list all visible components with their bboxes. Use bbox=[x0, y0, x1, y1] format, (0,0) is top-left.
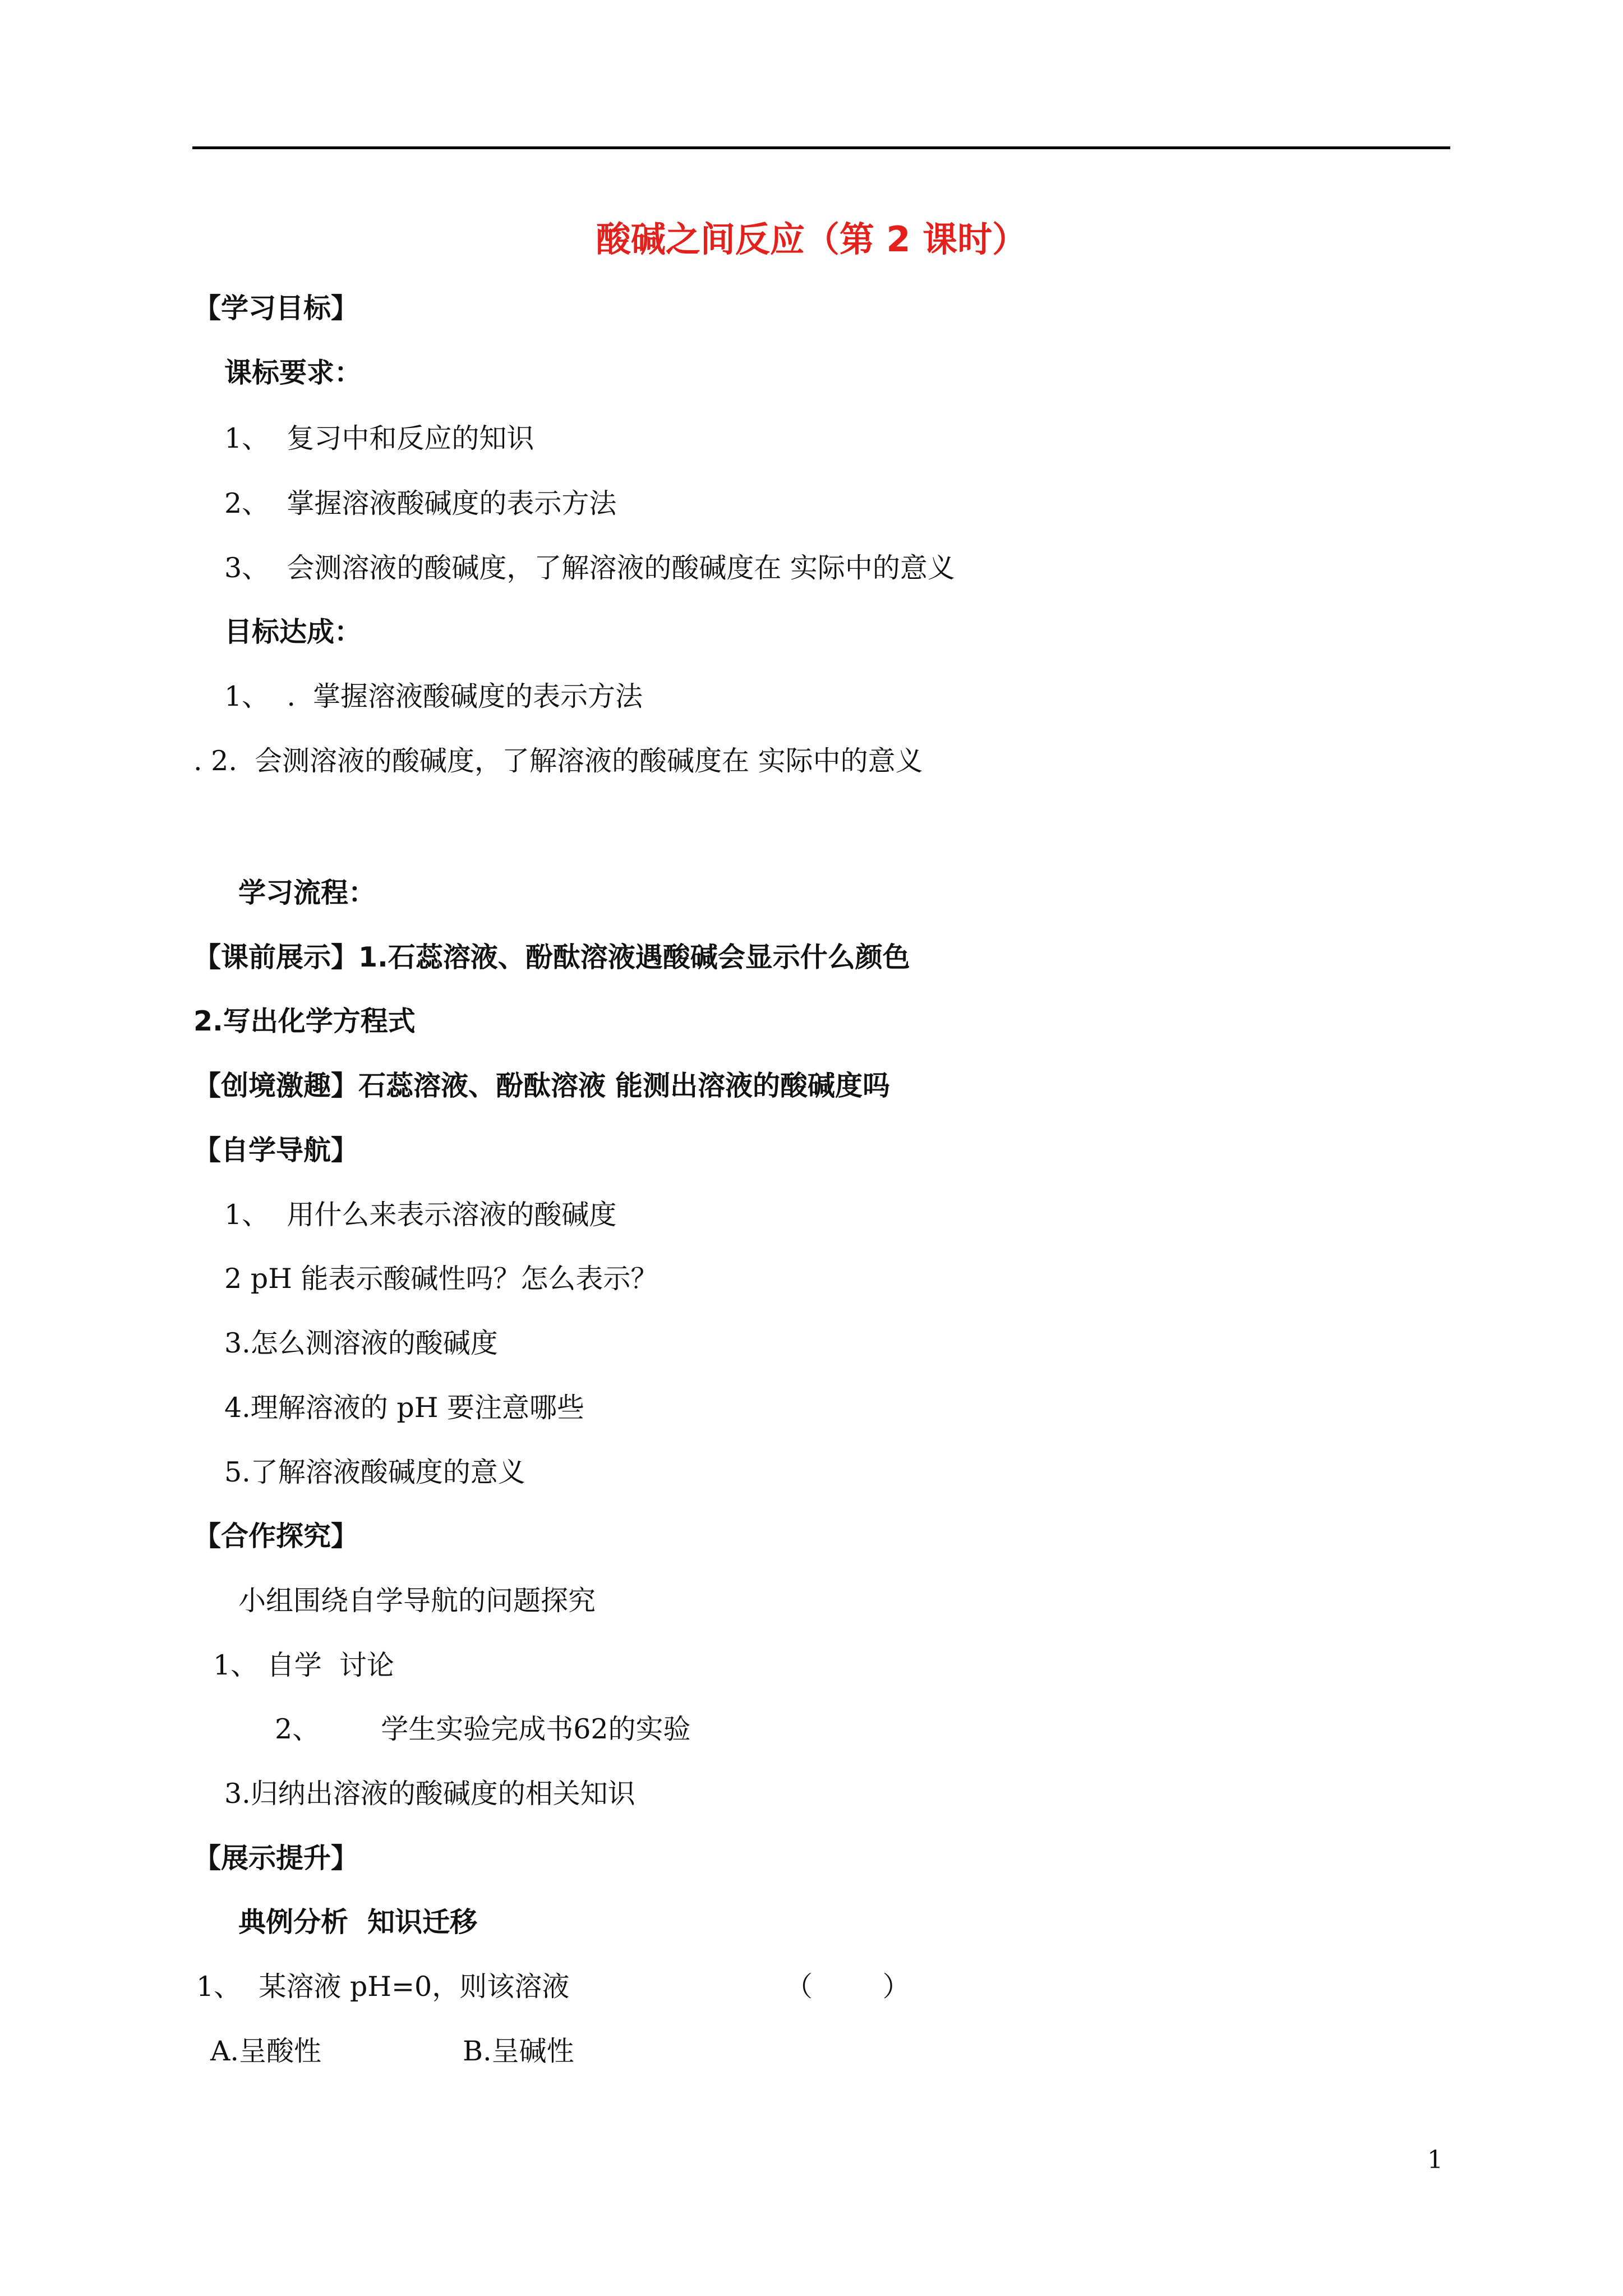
answer-blank: （ ） bbox=[785, 1971, 910, 2003]
section-scenario-interest: 【创境激趣】石蕊溶液、酚酞溶液 能测出溶液的酸碱度吗 bbox=[193, 1070, 891, 1102]
question-text: 1、 某溶液 pH=0，则该溶液 bbox=[196, 1971, 570, 2003]
list-item: 3.怎么测溶液的酸碱度 bbox=[224, 1327, 498, 1359]
section-heading-cooperative-inquiry: 【合作探究】 bbox=[193, 1520, 359, 1552]
list-item: 1、 复习中和反应的知识 bbox=[224, 422, 534, 454]
subheading-curriculum-requirements: 课标要求： bbox=[224, 357, 362, 389]
list-item: 3.归纳出溶液的酸碱度的相关知识 bbox=[224, 1778, 635, 1810]
list-item: 1、 . 掌握溶液酸碱度的表示方法 bbox=[224, 680, 643, 712]
section-heading-display-improvement: 【展示提升】 bbox=[193, 1842, 359, 1874]
option-a: A.呈酸性 bbox=[210, 2035, 321, 2067]
subheading-example-analysis: 典例分析 知识迁移 bbox=[238, 1906, 478, 1938]
section-preview-display: 【课前展示】1.石蕊溶液、酚酞溶液遇酸碱会显示什么颜色 bbox=[193, 941, 910, 973]
list-item: 5.了解溶液酸碱度的意义 bbox=[224, 1456, 525, 1488]
document-title: 酸碱之间反应（第 2 课时） bbox=[596, 219, 1027, 260]
list-item: 1、 用什么来表示溶液的酸碱度 bbox=[224, 1199, 617, 1231]
list-item: 2 pH 能表示酸碱性吗？怎么表示？ bbox=[224, 1263, 658, 1295]
paragraph: 小组围绕自学导航的问题探究 bbox=[238, 1585, 596, 1617]
header-rule bbox=[192, 146, 1450, 149]
option-b: B.呈碱性 bbox=[463, 2035, 574, 2067]
subheading-goal-achievement: 目标达成： bbox=[224, 616, 362, 648]
list-item: 1、 自学 讨论 bbox=[213, 1649, 394, 1681]
list-item: 3、 会测溶液的酸碱度，了解溶液的酸碱度在 实际中的意义 bbox=[224, 552, 955, 584]
list-item: . 2. 会测溶液的酸碱度，了解溶液的酸碱度在 实际中的意义 bbox=[193, 745, 923, 777]
list-item: 2、 学生实验完成书62的实验 bbox=[275, 1713, 691, 1745]
list-item: 4.理解溶液的 pH 要注意哪些 bbox=[224, 1392, 585, 1424]
subheading-learning-process: 学习流程： bbox=[238, 877, 376, 909]
section-heading-learning-goals: 【学习目标】 bbox=[193, 292, 359, 324]
list-item: 2、 掌握溶液酸碱度的表示方法 bbox=[224, 487, 617, 519]
page-number: 1 bbox=[1427, 2146, 1443, 2174]
section-chemical-equation: 2.写出化学方程式 bbox=[193, 1005, 416, 1037]
section-heading-self-study: 【自学导航】 bbox=[193, 1134, 359, 1166]
